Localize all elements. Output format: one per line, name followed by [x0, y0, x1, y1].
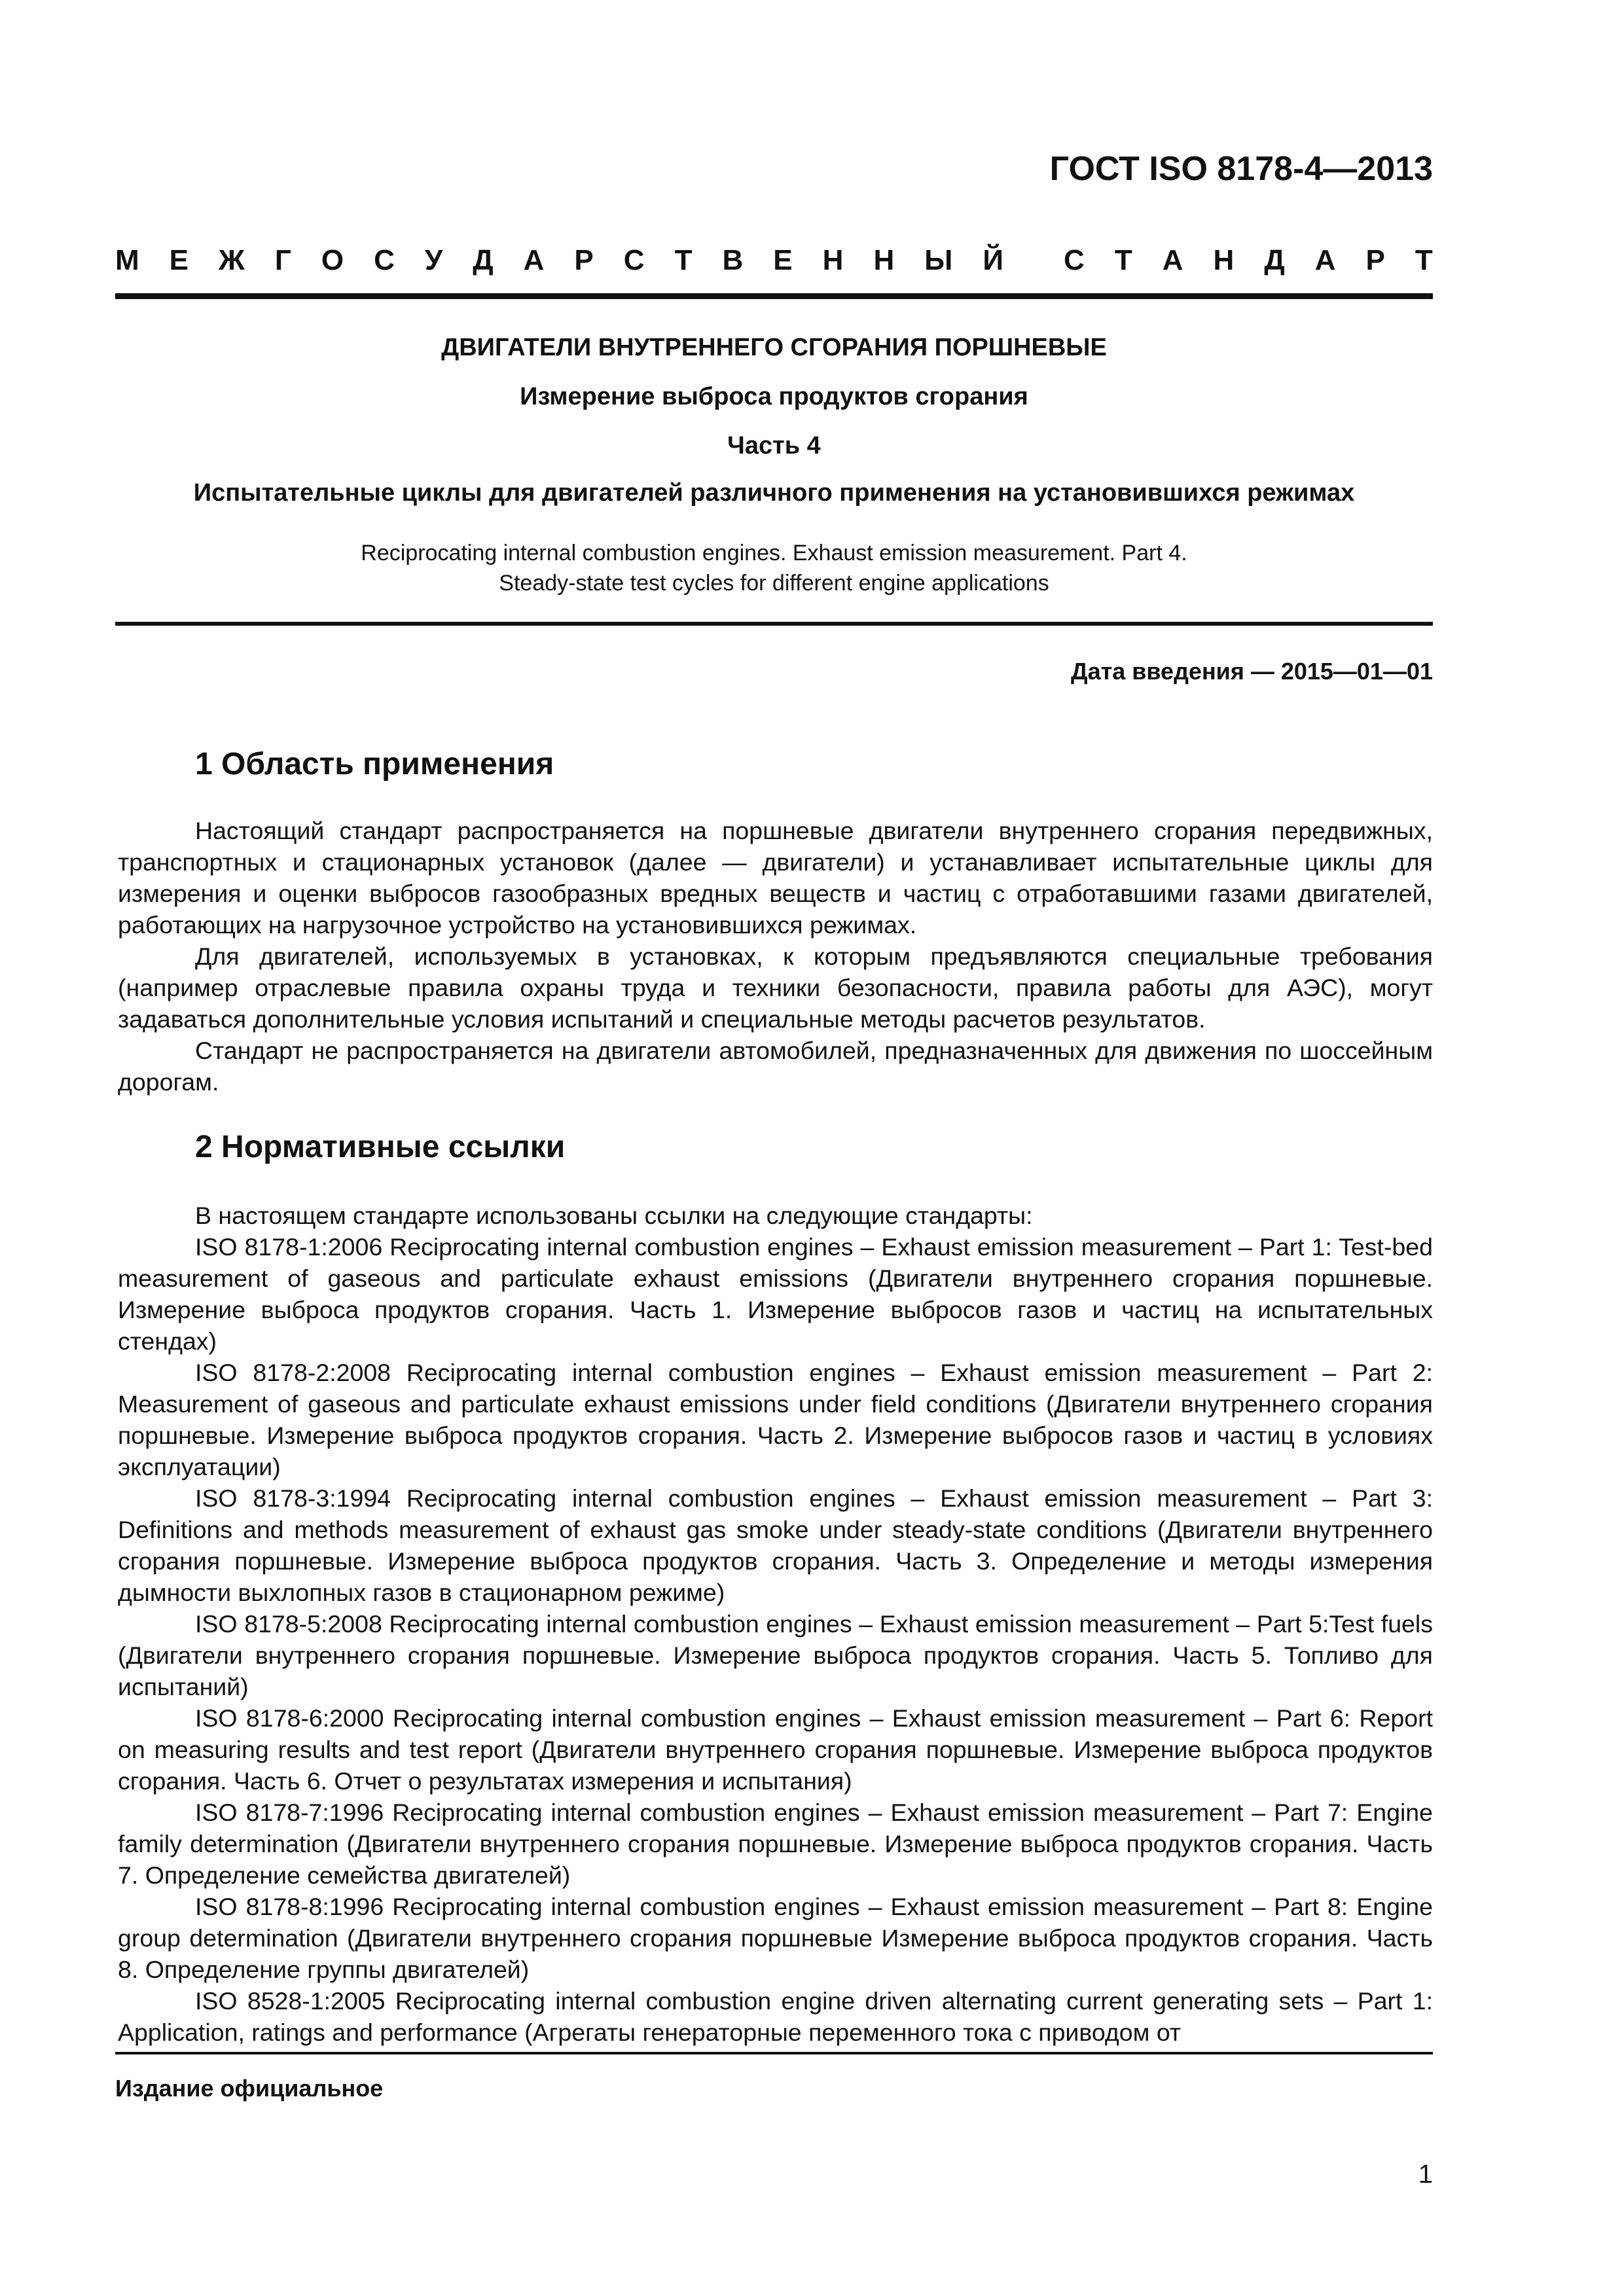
banner-letter: С [623, 244, 645, 276]
title-line-1: ДВИГАТЕЛИ ВНУТРЕННЕГО СГОРАНИЯ ПОРШНЕВЫЕ [441, 334, 1107, 361]
reference-item: ISO 8178-3:1994 Reciprocating internal combustion engines – Exhaust emission measurement – Part 3: Definitions and methods measurement of exhaust gas smoke under steady-state conditions (Двигатели внутреннего сгорания поршневые. Измерение выброса продуктов сгорания. Часть 3. Определение и методы измерения дымности выхлопных газов в стационарном режиме) [118, 1484, 1433, 1606]
section-2-heading: 2 Нормативные ссылки [195, 1130, 566, 1164]
section-1-body [118, 815, 1433, 1098]
footer-rule [115, 2052, 1433, 2054]
english-title-line-1: Reciprocating internal combustion engines. Exhaust emission measurement. Part 4. [361, 541, 1187, 565]
official-edition-label: Издание официальное [115, 2075, 384, 2102]
banner-letter: А [1314, 244, 1336, 276]
paragraph: Стандарт не распространяется на двигатели автомобилей, предназначенных для движения по шоссейным дорогам. [118, 1037, 1433, 1096]
paragraph: В настоящем стандарте использованы ссылки на следующие стандарты: [195, 1202, 1033, 1229]
banner-letter: Д [473, 244, 494, 276]
banner-letter: Е [773, 244, 793, 276]
reference-item: ISO 8528-1:2005 Reciprocating internal combustion engine driven alternating current generating sets – Part 1: Application, ratings and performance (Агрегаты генераторные переменного тока с приводом от [118, 1987, 1433, 2046]
reference-item: ISO 8178-1:2006 Reciprocating internal combustion engines – Exhaust emission measurement – Part 1: Test-bed measurement of gaseous and particulate exhaust emissions (Двигатели внутреннего сгорания поршневые. Измерение выброса продуктов сгорания. Часть 1. Измерение выбросов газов и частиц на испытательных стендах) [118, 1233, 1433, 1355]
reference-item: ISO 8178-6:2000 Reciprocating internal combustion engines – Exhaust emission measurement – Part 6: Report on measuring results and test report (Двигатели внутреннего сгорания поршневые. Измерение выброса продуктов сгорания. Часть 6. Отчет о результатах измерения и испытания) [118, 1704, 1433, 1795]
title-rule [115, 622, 1433, 626]
banner-letter: Ы [924, 244, 953, 276]
english-title-line-2: Steady-state test cycles for different engine applications [499, 571, 1049, 596]
document-number: ГОСТ ISO 8178-4—2013 [1049, 150, 1433, 188]
reference-item: ISO 8178-2:2008 Reciprocating internal combustion engines – Exhaust emission measurement – Part 2: Measurement of gaseous and particulate exhaust emissions under field conditions (Двигатели внутреннего сгорания поршневые. Измерение выброса продуктов сгорания. Часть 2. Измерение выбросов газов и частиц в условиях эксплуатации) [118, 1359, 1433, 1480]
banner-letter: Р [1365, 244, 1385, 276]
title-part: Часть 4 [727, 432, 821, 459]
reference-item: ISO 8178-5:2008 Reciprocating internal combustion engines – Exhaust emission measurement – Part 5:Test fuels (Двигатели внутреннего сгорания поршневые. Измерение выброса продуктов сгорания. Часть 5. Топливо для испытаний) [118, 1610, 1433, 1700]
banner-letter: С [1064, 244, 1085, 276]
banner-letter: Ж [219, 244, 245, 276]
reference-item: ISO 8178-8:1996 Reciprocating internal combustion engines – Exhaust emission measurement – Part 8: Engine group determination (Двигатели внутреннего сгорания поршневые Измерение выброса продуктов сгорания. Часть 8. Определение группы двигателей) [118, 1893, 1433, 1983]
banner-letter: Е [169, 244, 189, 276]
banner-letter: Т [674, 244, 693, 276]
introduction-date: Дата введения — 2015—01—01 [1070, 658, 1433, 685]
banner-letter: В [722, 244, 744, 276]
reference-item: ISO 8178-7:1996 Reciprocating internal combustion engines – Exhaust emission measurement – Part 7: Engine family determination (Двигатели внутреннего сгорания поршневые. Измерение выброса продуктов сгорания. Часть 7. Определение семейства двигателей) [118, 1799, 1433, 1889]
banner-letter: Д [1264, 244, 1285, 276]
title-line-4: Испытательные циклы для двигателей различного применения на установившихся режимах [193, 479, 1355, 507]
banner-letter: Т [1415, 244, 1433, 276]
banner-letter: О [321, 244, 344, 276]
banner-letter: Р [574, 244, 594, 276]
section-1-heading: 1 Область применения [195, 747, 554, 781]
banner-letter: А [1162, 244, 1183, 276]
title-line-2: Измерение выброса продуктов сгорания [520, 383, 1028, 410]
section-2-body [118, 1200, 1433, 2048]
banner-letter: С [374, 244, 395, 276]
banner-letter: Т [1114, 244, 1132, 276]
banner-letter: А [523, 244, 545, 276]
banner-letter: Н [822, 244, 844, 276]
banner-letter: У [424, 244, 443, 276]
english-title [115, 538, 1433, 598]
paragraph: Настоящий стандарт распространяется на поршневые двигатели внутреннего сгорания передвижных, транспортных и стационарных установок (далее — двигатели) и устанавливает испытательные циклы для измерения и оценки выбросов газообразных вредных веществ и частиц с отработавшими газами двигателей, работающих на нагрузочное устройство на установившихся режимах. [118, 817, 1433, 939]
header-rule [115, 293, 1433, 299]
banner-letter: Н [873, 244, 895, 276]
banner-letter: Н [1213, 244, 1235, 276]
banner-letter: Г [274, 244, 291, 276]
paragraph: Для двигателей, используемых в установках, к которым предъявляются специальные требования (например отраслевые правила охраны труда и техники безопасности, правила работы для АЭС), могут задаваться дополнительные условия испытаний и специальные методы расчетов результатов. [118, 942, 1433, 1033]
banner-letter: М [115, 244, 139, 276]
banner-letter: Й [983, 244, 1003, 276]
page-number: 1 [1418, 2160, 1433, 2189]
interstate-standard-banner [115, 244, 1433, 277]
